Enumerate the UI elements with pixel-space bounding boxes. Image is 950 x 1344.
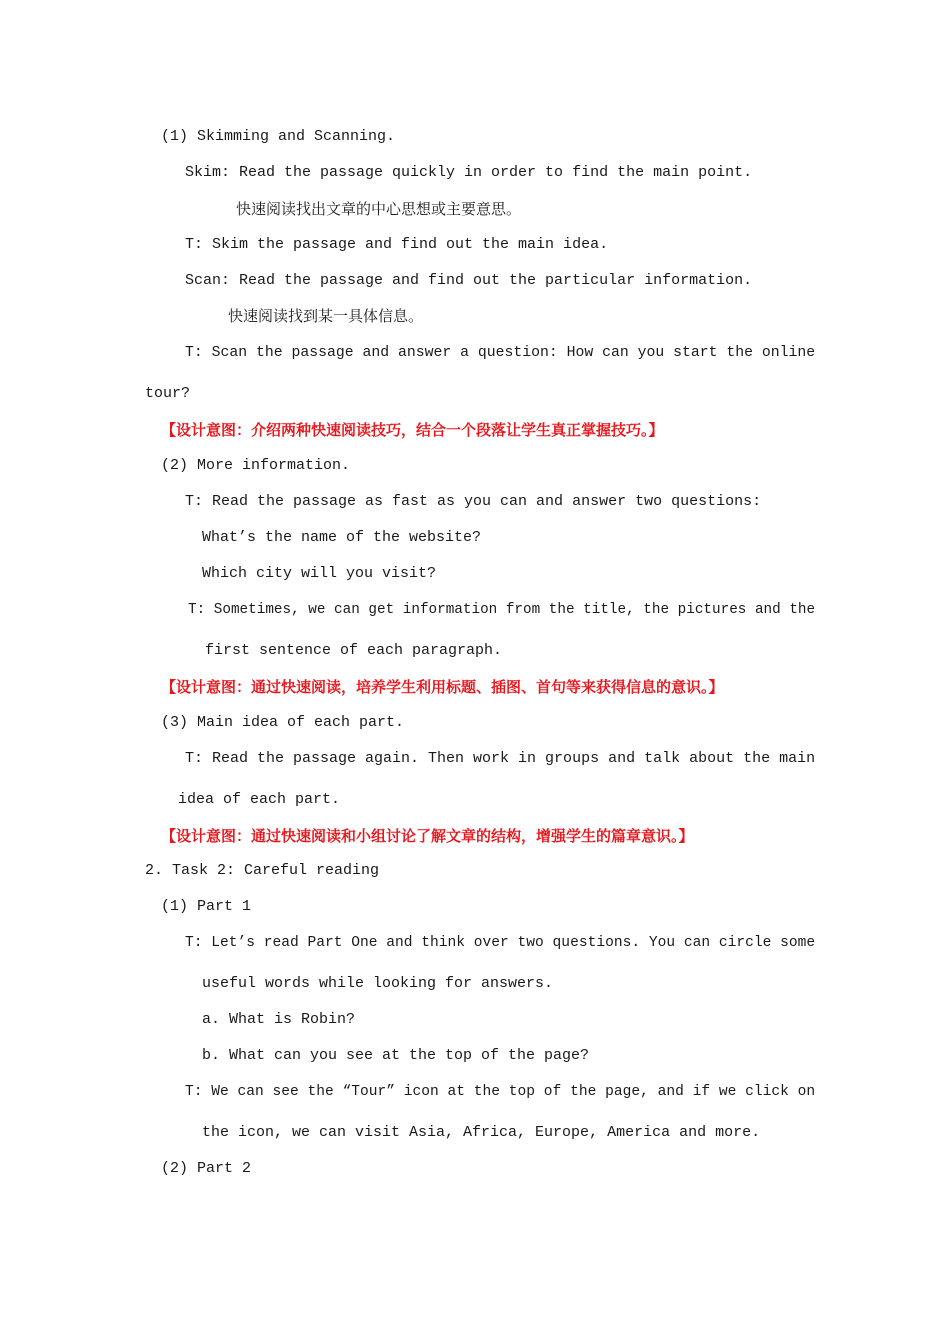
part-1-answer: T: We can see the “Tour” icon at the top of the page, and if we click on — [185, 1083, 816, 1100]
part-1-instruction: T: Let’s read Part One and think over two questions. You can circle some — [185, 934, 816, 951]
question-city: Which city will you visit? — [202, 565, 437, 582]
scan-instruction-continued: tour? — [145, 385, 191, 402]
scan-instruction: T: Scan the passage and answer a question: How can you start the online — [185, 344, 816, 361]
main-idea-instruction: T: Read the passage again. Then work in groups and talk about the main — [185, 750, 816, 767]
part-1-answer-continued: the icon, we can visit Asia, Africa, Europe, America and more. — [202, 1124, 761, 1141]
heading-part-2: (2) Part 2 — [161, 1160, 252, 1177]
main-idea-instruction-continued: idea of each part. — [178, 791, 341, 808]
skim-definition: Skim: Read the passage quickly in order to find the main point. — [185, 164, 753, 181]
skim-definition-chinese: 快速阅读找出文章的中心思想或主要意思。 — [236, 200, 522, 218]
scan-definition: Scan: Read the passage and find out the particular information. — [185, 272, 753, 289]
heading-part-1: (1) Part 1 — [161, 898, 252, 915]
info-sources-text: T: Sometimes, we can get information from the title, the pictures and the — [188, 601, 816, 618]
skim-instruction: T: Skim the passage and find out the main idea. — [185, 236, 609, 253]
question-b: b. What can you see at the top of the page? — [202, 1047, 590, 1064]
heading-task-2: 2. Task 2: Careful reading — [145, 862, 380, 879]
info-sources-text-continued: first sentence of each paragraph. — [205, 642, 503, 659]
design-intent-note-3: 【设计意图：通过快速阅读和小组讨论了解文章的结构，增强学生的篇章意识。】 — [161, 827, 694, 845]
question-website-name: What’s the name of the website? — [202, 529, 482, 546]
scan-definition-chinese: 快速阅读找到某一具体信息。 — [228, 307, 424, 325]
heading-main-idea: (3) Main idea of each part. — [161, 714, 405, 731]
question-a: a. What is Robin? — [202, 1011, 356, 1028]
more-info-instruction: T: Read the passage as fast as you can and answer two questions: — [185, 493, 762, 510]
design-intent-note-1: 【设计意图：介绍两种快速阅读技巧，结合一个段落让学生真正掌握技巧。】 — [161, 421, 664, 439]
heading-more-information: (2) More information. — [161, 457, 351, 474]
heading-skimming-scanning: (1) Skimming and Scanning. — [161, 128, 396, 145]
part-1-instruction-continued: useful words while looking for answers. — [202, 975, 554, 992]
design-intent-note-2: 【设计意图：通过快速阅读，培养学生利用标题、插图、首句等来获得信息的意识。】 — [161, 678, 724, 696]
